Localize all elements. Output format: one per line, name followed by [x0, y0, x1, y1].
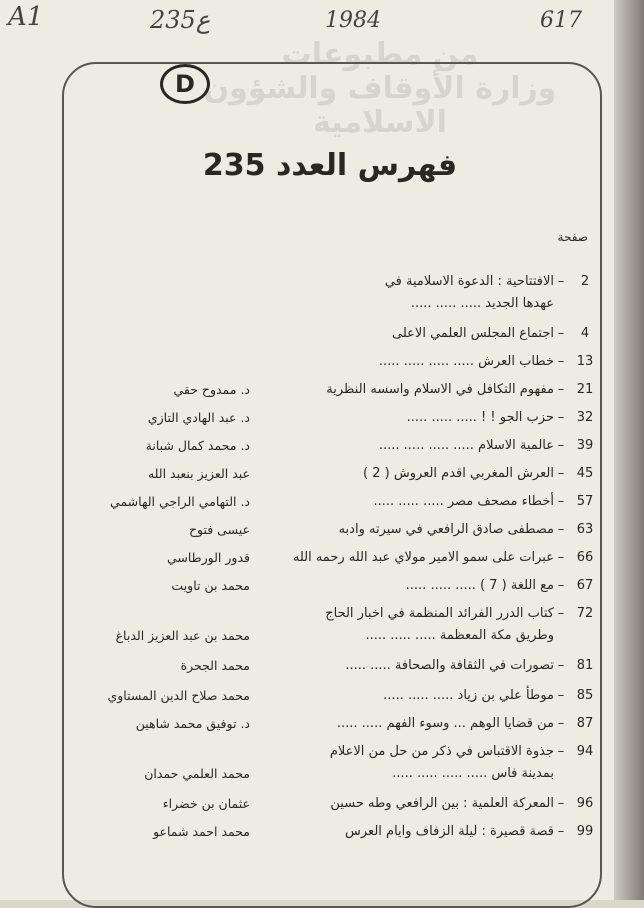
toc-entry-title: عهدها الجديد ..... ..... .....	[410, 296, 554, 311]
toc-entry-line	[62, 793, 602, 815]
toc-page-number: 99	[576, 824, 594, 839]
toc-entry	[62, 713, 602, 735]
toc-entry-title: بمدينة فاس ..... ..... ..... .....	[392, 766, 554, 781]
toc-entry-line	[62, 293, 602, 315]
toc-entry	[62, 741, 602, 785]
toc-page-number: 57	[576, 494, 594, 509]
toc-page-number: 66	[576, 550, 594, 565]
toc-dash: –	[557, 744, 565, 759]
toc-entry-author: محمد بن تاويت	[171, 578, 250, 593]
stamp-line-1: من مطبوعات	[281, 37, 479, 72]
toc-dash: –	[557, 410, 565, 425]
toc-entry-line	[62, 603, 602, 625]
toc-entry-line	[62, 547, 602, 569]
toc-dash: –	[557, 796, 565, 811]
toc-entry-author: د. عبد الهادي التازي	[147, 410, 250, 425]
toc-dash: –	[557, 466, 565, 481]
toc-entry-author: قدور الورطاسي	[166, 550, 250, 565]
toc-page-number: 21	[576, 382, 594, 397]
toc-entry-title: موطأ علي بن زياد ..... ..... .....	[383, 688, 554, 703]
toc-dash: –	[557, 522, 565, 537]
toc-dash: –	[557, 382, 565, 397]
toc-dash: –	[557, 438, 565, 453]
toc-entry	[62, 323, 602, 345]
toc-page-number: 45	[576, 466, 594, 481]
toc-entry-author: عثمان بن خضراء	[162, 796, 250, 811]
toc-entry	[62, 655, 602, 677]
toc-entry-title: قصة قصيرة : ليلة الزفاف وايام العرس	[345, 824, 554, 839]
handwritten-code: A1	[8, 2, 44, 32]
toc-entry-title: مع اللغة ( 7 ) ..... ..... .....	[405, 578, 554, 593]
toc-entry-author: محمد بن عبد العزيز الدباغ	[115, 628, 250, 643]
toc-entry-line	[62, 713, 602, 735]
toc-entry-line	[62, 407, 602, 429]
toc-entry-author: د. ممدوح حقي	[173, 382, 250, 397]
toc-page-number: 96	[576, 796, 594, 811]
toc-entry-line	[62, 491, 602, 513]
page-title: فهرس العدد 235	[202, 148, 458, 183]
toc-entry-line	[62, 655, 602, 677]
book-gutter-shadow	[614, 0, 644, 900]
toc-entry-line	[62, 271, 602, 293]
toc-page-number: 87	[576, 716, 594, 731]
toc-entry-line	[62, 763, 602, 785]
toc-entry-title: من قضايا الوهم ... وسوء الفهم ..... .....	[336, 716, 554, 731]
toc-entry-line	[62, 379, 602, 401]
toc-page-number: 4	[580, 326, 590, 341]
toc-entry	[62, 435, 602, 457]
toc-entry	[62, 351, 602, 373]
toc-dash: –	[557, 326, 565, 341]
toc-entry-line	[62, 685, 602, 707]
toc-dash: –	[557, 494, 565, 509]
toc-entry	[62, 519, 602, 541]
toc-entry-author: عبد العزيز بنعبد الله	[147, 466, 250, 481]
toc-dash: –	[557, 550, 565, 565]
handwritten-page-number: 617	[540, 8, 582, 33]
toc-entry	[62, 821, 602, 843]
toc-entry	[62, 491, 602, 513]
toc-entry-title: المعركة العلمية : بين الرافعي وطه حسين	[330, 796, 554, 811]
toc-dash: –	[557, 658, 565, 673]
toc-entry-author: محمد الجحرة	[180, 658, 250, 673]
toc-entry-line	[62, 351, 602, 373]
table-of-contents	[62, 265, 602, 843]
toc-entry-author: محمد احمد شماعو	[153, 824, 250, 839]
toc-entry	[62, 463, 602, 485]
toc-page-number: 85	[576, 688, 594, 703]
toc-entry-author: محمد صلاح الدين المستاوي	[107, 688, 250, 703]
library-badge-icon: D	[160, 64, 210, 104]
toc-page-number: 39	[576, 438, 594, 453]
toc-entry-line	[62, 575, 602, 597]
toc-dash: –	[557, 716, 565, 731]
toc-entry	[62, 547, 602, 569]
toc-entry-author: محمد العلمي حمدان	[144, 766, 250, 781]
toc-entry-title: حزب الجو ! ! ..... ..... .....	[406, 410, 554, 425]
toc-page-number: 32	[576, 410, 594, 425]
toc-entry-title: خطاب العرش ..... ..... ..... .....	[378, 354, 554, 369]
toc-page-number: 94	[576, 744, 594, 759]
toc-dash: –	[557, 824, 565, 839]
toc-entry-title: اجتماع المجلس العلمي الاعلى	[392, 326, 554, 341]
toc-dash: –	[557, 354, 565, 369]
toc-entry-line	[62, 435, 602, 457]
toc-page-number: 13	[576, 354, 594, 369]
toc-entry-title: أخطاء مصحف مصر ..... ..... .....	[373, 494, 554, 509]
toc-entry-title: مفهوم التكافل في الاسلام واسسه النظرية	[326, 382, 554, 397]
toc-page-number: 72	[576, 606, 594, 621]
toc-entry	[62, 407, 602, 429]
toc-entry	[62, 793, 602, 815]
toc-entry	[62, 685, 602, 707]
toc-entry-line	[62, 821, 602, 843]
toc-dash: –	[557, 274, 565, 289]
toc-entry-title: كتاب الدرر الفرائد المنظمة في اخبار الحاج	[325, 606, 554, 621]
toc-entry-line	[62, 741, 602, 763]
toc-entry-author: عيسى فتوح	[188, 522, 250, 537]
toc-entry	[62, 379, 602, 401]
stamp-line-2: وزارة الأوقاف والشؤون الاسلامية	[203, 71, 557, 140]
toc-entry-author: د. التهامي الراجي الهاشمي	[110, 494, 250, 509]
toc-dash: –	[557, 606, 565, 621]
toc-entry-title: وطريق مكة المعظمة ..... ..... .....	[365, 628, 554, 643]
toc-entry-author: د. محمد كمال شبانة	[145, 438, 250, 453]
toc-entry-line	[62, 323, 602, 345]
toc-page-number: 67	[576, 578, 594, 593]
toc-entry-line	[62, 463, 602, 485]
toc-page-number: 81	[576, 658, 594, 673]
toc-dash: –	[557, 578, 565, 593]
toc-entry	[62, 603, 602, 647]
page-column-header: صفحة	[557, 230, 588, 244]
toc-page-number: 63	[576, 522, 594, 537]
handwritten-year: 1984	[325, 8, 381, 33]
toc-entry-author: د. توفيق محمد شاهين	[135, 716, 250, 731]
toc-entry-title: العرش المغربي اقدم العروش ( 2 )	[363, 466, 554, 481]
toc-dash: –	[557, 688, 565, 703]
toc-entry	[62, 575, 602, 597]
toc-entry	[62, 271, 602, 315]
handwritten-issue: 235ع	[150, 6, 211, 34]
toc-entry-line	[62, 625, 602, 647]
toc-entry-title: عبرات على سمو الامير مولاي عبد الله رحمه الله	[292, 550, 554, 565]
toc-entry-title: مصطفى صادق الرافعي في سيرته وادبه	[338, 522, 554, 537]
toc-page-number: 2	[580, 274, 590, 289]
toc-entry-title: تصورات في الثقافة والصحافة ..... .....	[345, 658, 554, 673]
toc-entry-title: عالمية الاسلام ..... ..... ..... .....	[378, 438, 554, 453]
toc-entry-line	[62, 519, 602, 541]
toc-entry-title: جذوة الاقتباس في ذكر من حل من الاعلام	[329, 744, 554, 759]
toc-entry-title: الافتتاحية : الدعوة الاسلامية في	[384, 274, 554, 289]
